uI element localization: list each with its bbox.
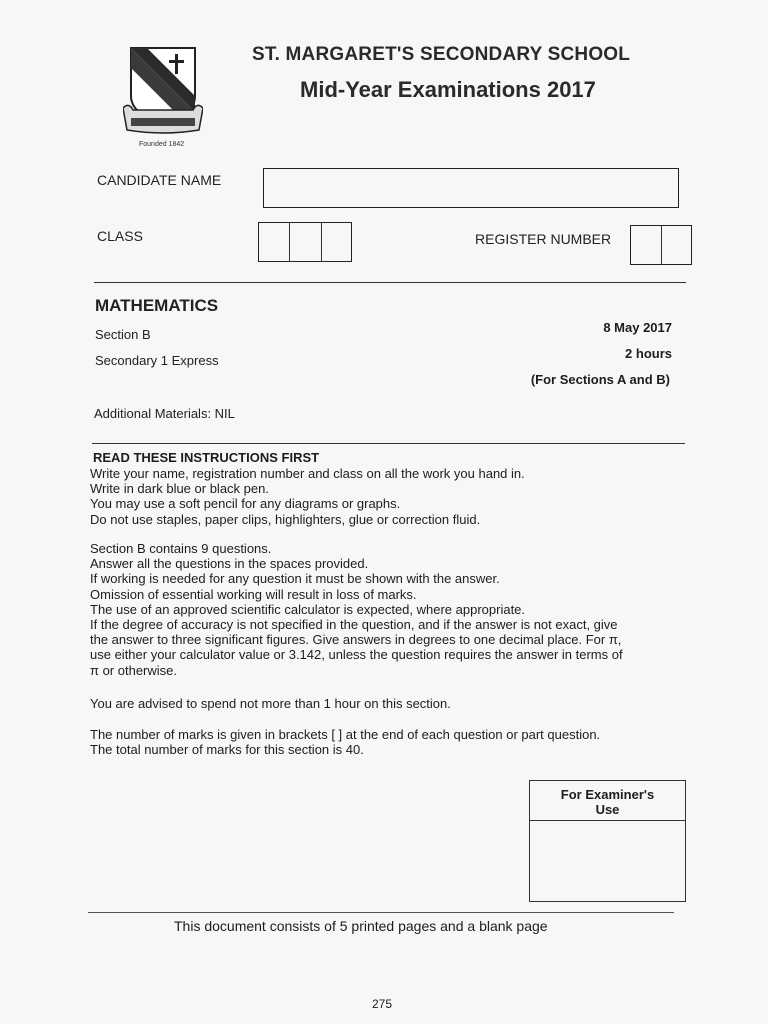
candidate-name-label: CANDIDATE NAME — [97, 172, 222, 188]
instruction-line: Section B contains 9 questions. — [90, 541, 272, 556]
register-cell[interactable] — [662, 226, 692, 264]
school-crest-logo — [123, 44, 203, 136]
instruction-line: The total number of marks for this section is 40. — [90, 742, 364, 758]
instruction-line: Write your name, registration number and class on all the work you hand in. — [90, 466, 525, 481]
exam-duration: 2 hours — [625, 346, 672, 361]
examiner-use-label: For Examiner's Use — [530, 781, 685, 821]
duration-note: (For Sections A and B) — [530, 372, 670, 387]
school-name: ST. MARGARET'S SECONDARY SCHOOL — [252, 44, 631, 65]
class-label: CLASS — [97, 228, 143, 244]
instruction-line: The use of an approved scientific calculator is expected, where appropriate. — [90, 601, 526, 617]
crest-founded-caption: Founded 1842 — [139, 141, 185, 148]
class-field[interactable] — [258, 222, 352, 262]
class-cell[interactable] — [290, 223, 321, 261]
register-number-field[interactable] — [630, 225, 692, 265]
class-cell[interactable] — [322, 223, 351, 261]
exam-date: 8 May 2017 — [603, 320, 672, 335]
instruction-line: Answer all the questions in the spaces provided. — [90, 556, 369, 572]
level-label: Secondary 1 Express — [95, 353, 219, 368]
instruction-line: Omission of essential working will result in loss of marks. — [90, 586, 417, 602]
class-cell[interactable] — [259, 223, 290, 261]
subject-title: MATHEMATICS — [95, 296, 219, 315]
instruction-line: If the degree of accuracy is not specified in the question, and if the answer is not exact, give — [90, 617, 618, 633]
additional-materials: Additional Materials: NIL — [94, 406, 235, 421]
footer-divider — [88, 912, 674, 913]
candidate-name-field[interactable] — [263, 168, 679, 208]
register-cell[interactable] — [631, 226, 662, 264]
instruction-line: You may use a soft pencil for any diagrams or graphs. — [90, 496, 401, 512]
register-number-label: REGISTER NUMBER — [475, 231, 612, 247]
instructions-title: READ THESE INSTRUCTIONS FIRST — [93, 450, 320, 465]
instruction-line: You are advised to spend not more than 1 hour on this section. — [90, 696, 451, 711]
examiner-use-box — [529, 780, 686, 902]
page-number: 275 — [372, 997, 393, 1011]
instruction-line: If working is needed for any question it must be shown with the answer. — [90, 571, 500, 587]
exam-title: Mid-Year Examinations 2017 — [300, 77, 596, 102]
divider — [94, 282, 686, 283]
instruction-line: π or otherwise. — [90, 662, 178, 678]
instruction-line: use either your calculator value or 3.142, unless the question requires the answer in terms of — [90, 647, 623, 663]
footer-note: This document consists of 5 printed pages and a blank page — [174, 918, 548, 934]
instructions-block-1 — [90, 466, 690, 527]
section-label: Section B — [95, 327, 151, 342]
instructions-block-2 — [90, 541, 690, 678]
instruction-line: the answer to three significant figures. Give answers in degrees to one decimal place. For π, — [90, 632, 622, 648]
divider — [92, 443, 685, 444]
time-advice — [90, 696, 690, 711]
instruction-line: Write in dark blue or black pen. — [90, 481, 269, 497]
marks-info — [90, 727, 690, 757]
instruction-line: The number of marks is given in brackets [ ] at the end of each question or part question. — [90, 727, 601, 742]
instruction-line: Do not use staples, paper clips, highlighters, glue or correction fluid. — [90, 511, 481, 527]
